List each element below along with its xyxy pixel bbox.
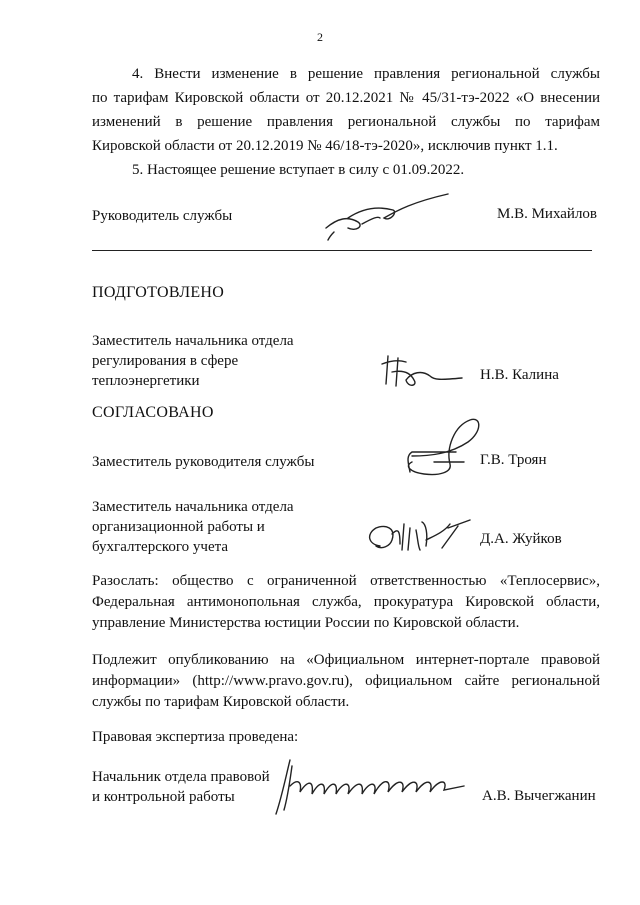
- prepared-heading: ПОДГОТОВЛЕНО: [92, 284, 225, 301]
- item-4-line: Кировской области от 20.12.2019 № 46/18-тэ-2020», исключив пункт 1.1.: [92, 138, 558, 154]
- org-deputy-title: [92, 497, 294, 557]
- item-5-text: 5. Настоящее решение вступает в силу с 01.09.2022.: [132, 162, 465, 178]
- deputy-head-title: Заместитель руководителя службы: [92, 454, 315, 470]
- item-4-line: 4. Внести изменение в решение правления региональной службы: [132, 66, 600, 82]
- org-deputy-signature-image: [362, 510, 477, 558]
- page-number: 2: [317, 30, 323, 44]
- prepared-title-line: Заместитель начальника отдела: [92, 333, 294, 349]
- item-5-paragraph: [92, 158, 600, 182]
- item-4-line: по тарифам Кировской области от 20.12.2021 № 45/31-тэ-2022 «О внесении: [92, 90, 600, 106]
- prepared-title-line: теплоэнергетики: [92, 373, 200, 389]
- org-deputy-title-line: бухгалтерского учета: [92, 539, 229, 555]
- prepared-signature-image: [378, 350, 468, 392]
- publication-line: информации» (http://www.pravo.gov.ru), официальном сайте региональной: [92, 673, 600, 689]
- prepared-title: [92, 331, 294, 391]
- org-deputy-title-line: Заместитель начальника отдела: [92, 499, 294, 515]
- publication-line: службы по тарифам Кировской области.: [92, 694, 350, 710]
- legal-review-title-line: и контрольной работы: [92, 789, 235, 805]
- head-title: Руководитель службы: [92, 208, 233, 224]
- prepared-title-line: регулирования в сфере: [92, 353, 239, 369]
- legal-review-title: [92, 767, 270, 807]
- distribution-line: Федеральная антимонопольная служба, прокуратура Кировской области,: [92, 594, 600, 610]
- distribution-paragraph: [92, 571, 600, 634]
- distribution-line: Разослать: общество с ограниченной ответственностью «Теплосервис»,: [92, 573, 600, 589]
- item-4-line: изменений в решение правления региональной службы по тарифам: [92, 114, 600, 130]
- agreed-heading: СОГЛАСОВАНО: [92, 404, 214, 421]
- item-4-paragraph: [92, 62, 600, 158]
- legal-review-name: А.В. Вычегжанин: [482, 788, 596, 804]
- divider-line: [92, 250, 592, 251]
- legal-review-signature-image: [268, 756, 468, 818]
- deputy-head-signature-image: [390, 412, 490, 484]
- publication-line: Подлежит опубликованию на «Официальном интернет-портале правовой: [92, 652, 600, 668]
- publication-paragraph: [92, 650, 600, 713]
- distribution-line: управление Министерства юстиции России по Кировской области.: [92, 615, 520, 631]
- legal-review-title-line: Начальник отдела правовой: [92, 769, 270, 785]
- head-signature-image: [318, 188, 468, 248]
- org-deputy-name: Д.А. Жуйков: [480, 531, 562, 547]
- deputy-head-name: Г.В. Троян: [480, 452, 547, 468]
- head-name: М.В. Михайлов: [497, 206, 598, 222]
- legal-review-text: Правовая экспертиза проведена:: [92, 729, 299, 745]
- prepared-name: Н.В. Калина: [480, 367, 559, 383]
- org-deputy-title-line: организационной работы и: [92, 519, 265, 535]
